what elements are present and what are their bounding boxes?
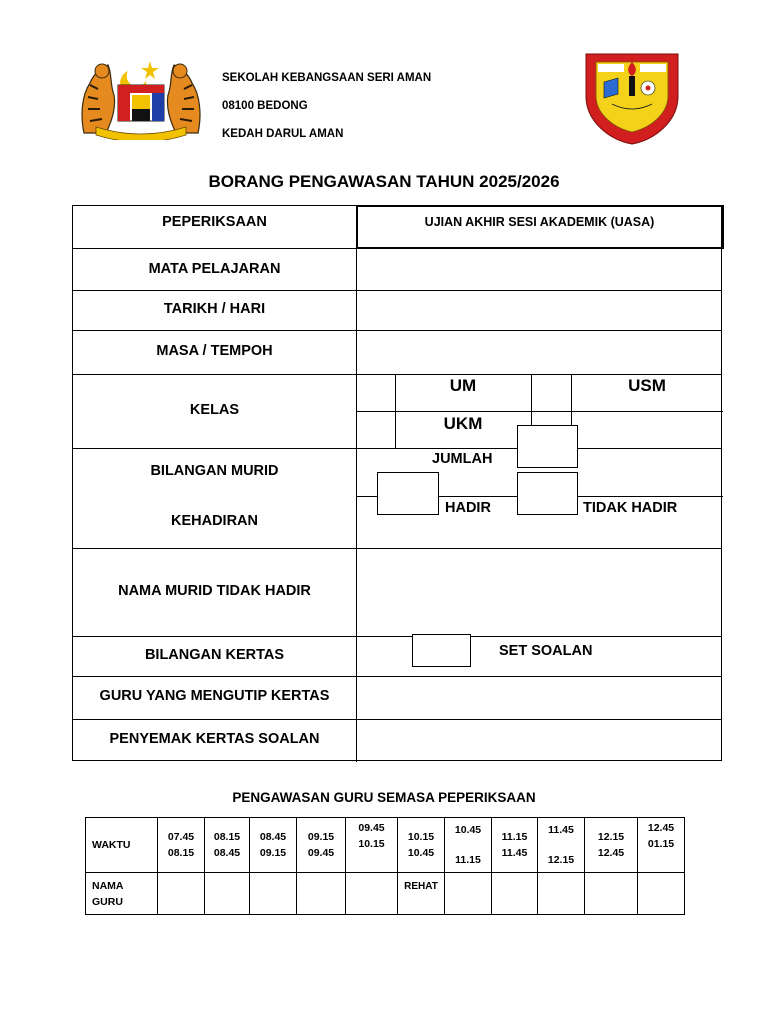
time-slot-10: 12.45 01.15 [638,818,685,873]
guru-cell-6[interactable] [445,873,492,915]
guru-mengutip-kertas-input[interactable] [357,677,723,719]
kelas-option-um: UM [449,376,477,395]
time-slot-6: 10.45 11.15 [445,818,492,873]
school-name: SEKOLAH KEBANGSAAN SERI AMAN [222,72,432,84]
time-slot-2: 08.45 09.15 [250,818,297,873]
tidak-hadir-input-box[interactable] [517,472,578,515]
form-title: BORANG PENGAWASAN TAHUN 2025/2026 [208,172,560,191]
tarikh-hari-label: TARIKH / HARI [163,301,266,317]
guru-cell-1[interactable] [205,873,250,915]
school-crest-logo [582,48,682,146]
kelas-option-usm: USM [628,376,666,395]
masa-tempoh-input[interactable] [357,331,723,374]
time-slot-5: 10.15 10.45 [398,818,445,873]
mata-pelajaran-input[interactable] [357,249,723,290]
bilangan-kertas-input-box[interactable] [412,634,471,667]
penyemak-kertas-soalan-input[interactable] [357,720,723,761]
set-soalan-label: SET SOALAN [499,643,593,659]
nama-murid-tidak-hadir-label: NAMA MURID TIDAK HADIR [118,583,311,599]
bilangan-kertas-label: BILANGAN KERTAS [144,647,285,663]
peperiksaan-value: UJIAN AKHIR SESI AKADEMIK (UASA) [424,215,655,229]
kelas-label: KELAS [189,402,240,418]
peperiksaan-label: PEPERIKSAAN [162,214,267,230]
supervision-form-table [72,205,722,761]
guru-cell-9[interactable] [585,873,638,915]
penyemak-kertas-soalan-label: PENYEMAK KERTAS SOALAN [109,731,320,747]
guru-cell-7[interactable] [492,873,538,915]
supervision-title: PENGAWASAN GURU SEMASA PEPERIKSAAN [232,790,536,805]
nama-guru-label: NAMA GURU [86,873,158,915]
time-slot-7: 11.15 11.45 [492,818,538,873]
guru-cell-4[interactable] [346,873,398,915]
waktu-label: WAKTU [86,818,158,873]
masa-tempoh-label: MASA / TEMPOH [156,343,273,359]
time-slot-9: 12.15 12.45 [585,818,638,873]
supervision-timetable [85,817,685,915]
tidak-hadir-label: TIDAK HADIR [583,500,678,516]
time-slot-3: 09.15 09.45 [297,818,346,873]
time-slot-0: 07.45 08.15 [158,818,205,873]
kehadiran-label: KEHADIRAN [171,513,258,529]
jumlah-label: JUMLAH [432,451,493,467]
hadir-label: HADIR [445,500,491,516]
malaysia-coat-of-arms-logo [76,55,206,140]
guru-cell-10[interactable] [638,873,685,915]
school-state: KEDAH DARUL AMAN [222,128,344,140]
tarikh-hari-input[interactable] [357,291,723,330]
mata-pelajaran-label: MATA PELAJARAN [148,261,281,277]
guru-cell-0[interactable] [158,873,205,915]
guru-mengutip-kertas-label: GURU YANG MENGUTIP KERTAS [99,688,330,704]
jumlah-input-box[interactable] [517,425,578,468]
guru-cell-2[interactable] [250,873,297,915]
bilangan-murid-label: BILANGAN MURID [150,463,279,479]
time-slot-8: 11.45 12.15 [538,818,585,873]
school-postcode: 08100 BEDONG [222,100,308,112]
guru-cell-3[interactable] [297,873,346,915]
time-slot-4: 09.45 10.15 [346,818,398,873]
time-slot-1: 08.15 08.45 [205,818,250,873]
nama-murid-tidak-hadir-input[interactable] [357,549,723,636]
guru-cell-8[interactable] [538,873,585,915]
kelas-option-ukm: UKM [443,414,483,433]
rehat-label: REHAT [404,881,438,892]
hadir-input-box[interactable] [377,472,439,515]
rehat-cell [398,873,445,915]
